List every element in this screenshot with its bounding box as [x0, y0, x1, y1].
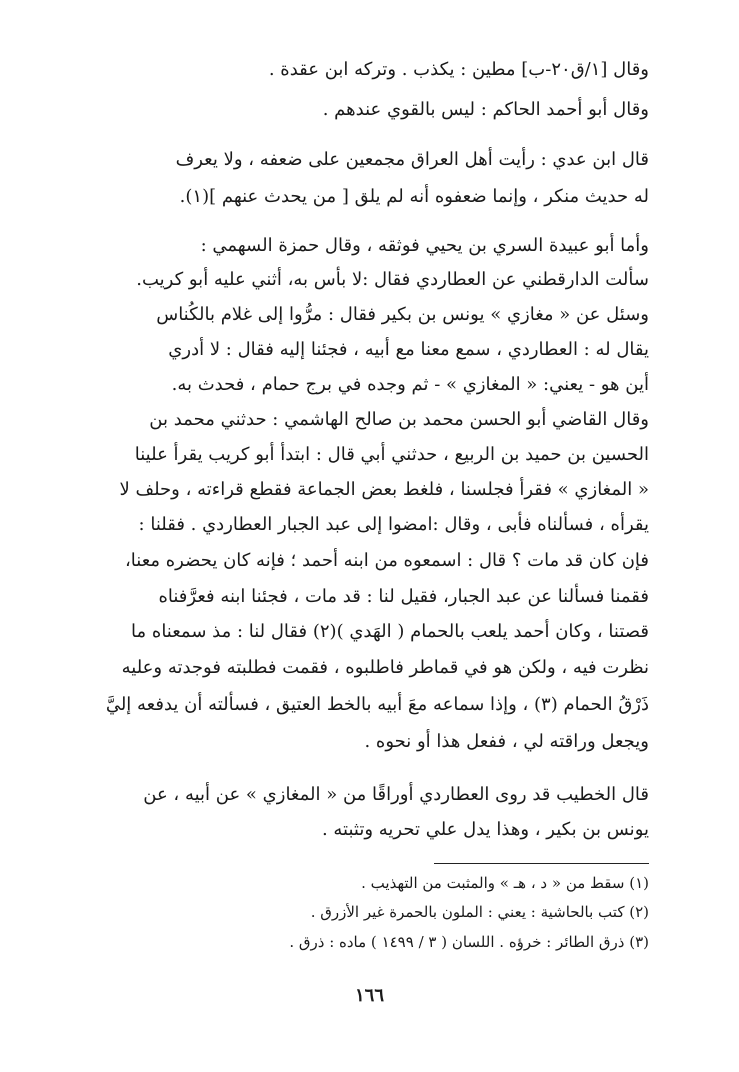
body-line-11: الحسين بن حميد بن الربيع ، حدثني أبي قال : ابتدأ أبو كريب يقرأ علينا — [134, 444, 649, 465]
body-line-6: سألت الدارقطني عن العطاردي فقال :لا بأس به، أثني عليه أبو كريب. — [136, 269, 649, 290]
body-line-3: قال ابن عدي : رأيت أهل العراق مجمعين على ضعفه ، ولا يعرف — [175, 149, 649, 170]
body-line-13: يقرأه ، فسألناه فأبى ، وقال :امضوا إلى عبد الجبار العطاردي . فقلنا : — [138, 514, 649, 535]
footnote-3: (٣) ذرق الطائر : خرؤه . اللسان ( ٣ / ١٤٩٩ ) ماده : ذرق . — [289, 933, 649, 951]
body-line-19: ويجعل وراقته لي ، ففعل هذا أو نحوه . — [364, 731, 649, 752]
body-line-10: وقال القاضي أبو الحسن محمد بن صالح الهاشمي : حدثني محمد بن — [149, 409, 649, 430]
body-line-1: وقال [١/ق٢٠-ب] مطين : يكذب . وتركه ابن عقدة . — [268, 59, 649, 80]
body-line-15: فقمنا فسألنا عن عبد الجبار، فقيل لنا : قد مات ، فجئنا ابنه فعرَّفناه — [158, 586, 649, 607]
footnote-2: (٢) كتب بالحاشية : يعني : الملون بالحمرة غير الأزرق . — [310, 903, 649, 921]
body-line-14: فإن كان قد مات ؟ قال : اسمعوه من ابنه أحمد ؛ فإنه كان يحضره معنا، — [124, 550, 649, 571]
footnote-1: (١) سقط من « د ، هـ » والمثبت من التهذيب . — [361, 874, 649, 892]
body-line-5: وأما أبو عبيدة السري بن يحيي فوثقه ، وقال حمزة السهمي : — [200, 235, 649, 256]
body-line-8: يقال له : العطاردي ، سمع معنا مع أبيه ، فجئنا إليه فقال : لا أدري — [168, 339, 649, 360]
body-line-18: ذَرْقُ الحمام (٣) ، وإذا سماعه معَ أبيه بالخط العتيق ، فسألته أن يدفعه إليَّ — [105, 694, 649, 715]
body-line-7: وسئل عن « مغازي » يونس بن بكير فقال : مرُّوا إلى غلام بالكُناس — [156, 304, 649, 325]
body-line-2: وقال أبو أحمد الحاكم : ليس بالقوي عندهم . — [322, 99, 649, 120]
body-line-21: يونس بن بكير ، وهذا يدل علي تحريه وتثبته . — [321, 819, 649, 840]
page-number: ١٦٦ — [354, 985, 384, 1006]
body-line-16: قصتنا ، وكان أحمد يلعب بالحمام ( الهَدي )(٢) فقال لنا : مذ سمعناه ما — [131, 621, 649, 642]
body-line-12: « المغازي » فقرأ فجلسنا ، فلغط بعض الجماعة فقطع قراءته ، وحلف لا — [119, 479, 649, 500]
body-line-20: قال الخطيب قد روى العطاردي أوراقًا من « المغازي » عن أبيه ، عن — [143, 784, 649, 805]
body-line-9: أين هو - يعني: « المغازي » - ثم وجده في برج حمام ، فحدث به. — [171, 374, 649, 395]
body-line-17: نظرت فيه ، ولكن هو في قماطر فاطلبوه ، فقمت فطلبته فوجدته وعليه — [121, 657, 649, 678]
footnote-divider — [434, 863, 649, 864]
body-line-4: له حديث منكر ، وإنما ضعفوه أنه لم يلق [ من يحدث عنهم ](١). — [179, 186, 649, 207]
